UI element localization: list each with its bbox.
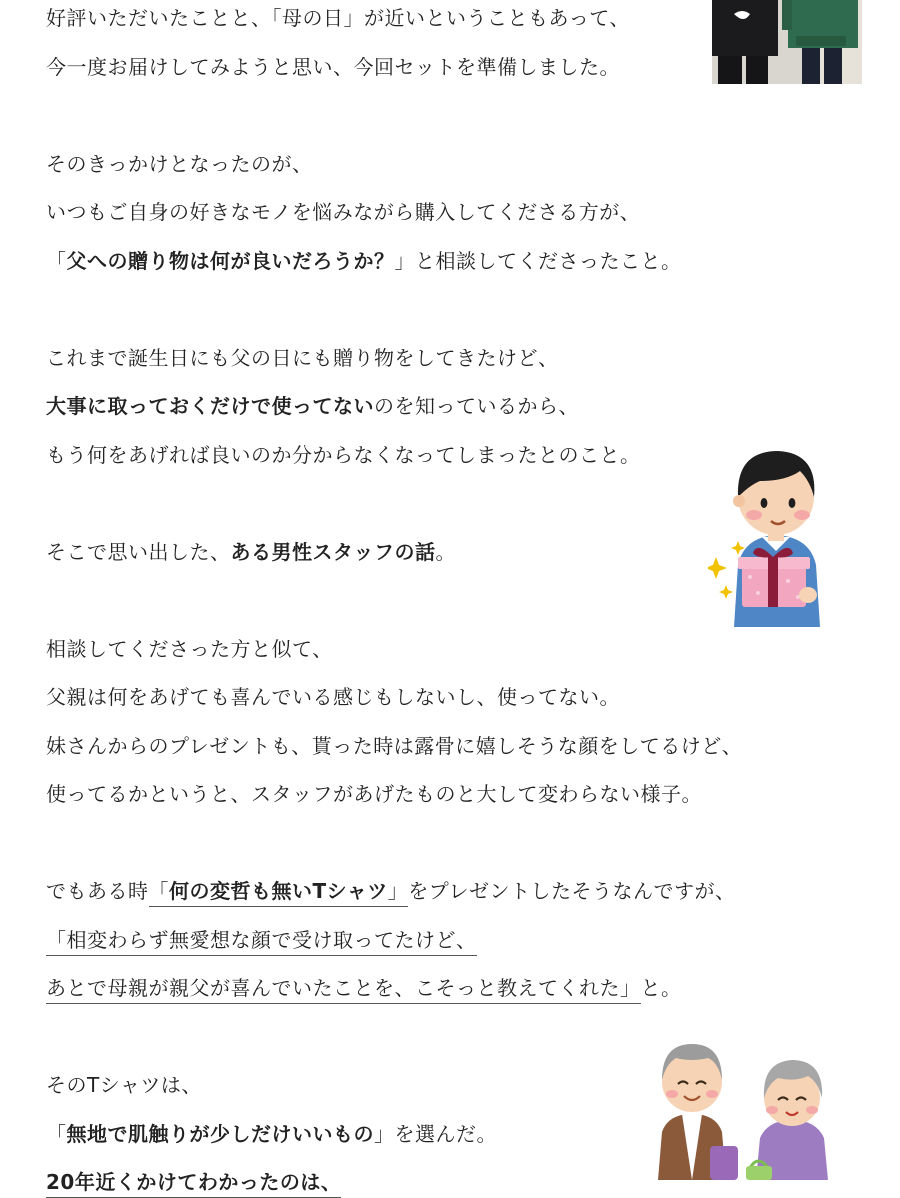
- gift-man-illustration: [708, 445, 838, 630]
- text-line: [46, 392, 579, 420]
- text-line: [46, 1168, 341, 1196]
- text-segment: そのTシャツは、: [46, 1073, 202, 1097]
- text-line: [46, 150, 313, 178]
- text-segment: 」と相談してくださったこと。: [394, 248, 682, 273]
- text-line: [46, 780, 702, 808]
- bold-text: 無地で肌触りが少しだけいいもの: [66, 1121, 374, 1146]
- elderly-couple-illustration: [654, 1042, 834, 1180]
- text-segment: これまで誕生日にも父の日にも贈り物をしてきたけど、: [46, 345, 559, 370]
- text-line: [46, 926, 477, 954]
- text-line: [46, 877, 735, 905]
- text-segment: 」を選んだ。: [374, 1121, 497, 1146]
- text-segment: 妹さんからのプレゼントも、貰った時は露骨に嬉しそうな顔をしてるけど、: [46, 733, 743, 758]
- bold-text: ある男性スタッフの話: [230, 539, 436, 564]
- text-line: [46, 344, 559, 372]
- text-line: [46, 635, 333, 663]
- text-segment: 相談してくださった方と似て、: [46, 636, 333, 661]
- text-segment: いつもご自身の好きなモノを悩みながら購入してくださる方が、: [46, 200, 641, 224]
- text-line: [46, 683, 620, 711]
- text-line: [46, 441, 641, 469]
- text-segment: あとで母親が親父が喜んでいたことを、こそっと教えてくれた」: [46, 976, 641, 1004]
- text-segment: そこで思い出した、: [46, 539, 231, 564]
- text-segment: 今一度お届けしてみようと思い、今回セットを準備しました。: [46, 54, 620, 79]
- text-segment: もう何をあげれば良いのか分からなくなってしまったとのこと。: [46, 442, 641, 467]
- bold-text: 何の変哲も無いTシャツ: [169, 879, 388, 907]
- text-segment: 父親は何をあげても喜んでいる感じもしないし、使ってない。: [46, 685, 620, 709]
- text-segment: 「: [46, 248, 67, 273]
- text-segment: 」: [388, 879, 409, 907]
- text-line: [46, 247, 682, 275]
- bold-text: 20年近くかけてわかったのは、: [46, 1170, 341, 1198]
- text-segment: 。: [435, 539, 456, 564]
- text-segment: 好評いただいたことと、「母の日」が近いということもあって、: [46, 6, 630, 30]
- text-line: [46, 4, 630, 32]
- text-line: [46, 1071, 202, 1099]
- text-segment: をプレゼントしたそうなんですが、: [408, 879, 736, 903]
- text-line: [46, 53, 620, 81]
- text-segment: 「相変わらず無愛想な顔で受け取ってたけど、: [46, 928, 477, 956]
- bold-text: 大事に取っておくだけで使ってない: [46, 394, 374, 418]
- text-segment: 「: [46, 1121, 67, 1146]
- sweatshirt-photo: [712, 0, 862, 84]
- text-segment: そのきっかけとなったのが、: [46, 151, 313, 176]
- bold-text: 父への贈り物は何が良いだろうか？: [66, 248, 395, 273]
- text-line: [46, 974, 682, 1002]
- text-line: [46, 198, 640, 226]
- text-line: [46, 732, 742, 760]
- text-line: [46, 1120, 497, 1148]
- text-line: [46, 538, 456, 566]
- text-segment: のを知っているから、: [374, 394, 579, 418]
- text-segment: と。: [640, 976, 682, 1000]
- text-segment: 使ってるかというと、スタッフがあげたものと大して変わらない様子。: [46, 782, 702, 806]
- text-segment: でもある時: [46, 879, 149, 903]
- text-segment: 「: [149, 879, 170, 907]
